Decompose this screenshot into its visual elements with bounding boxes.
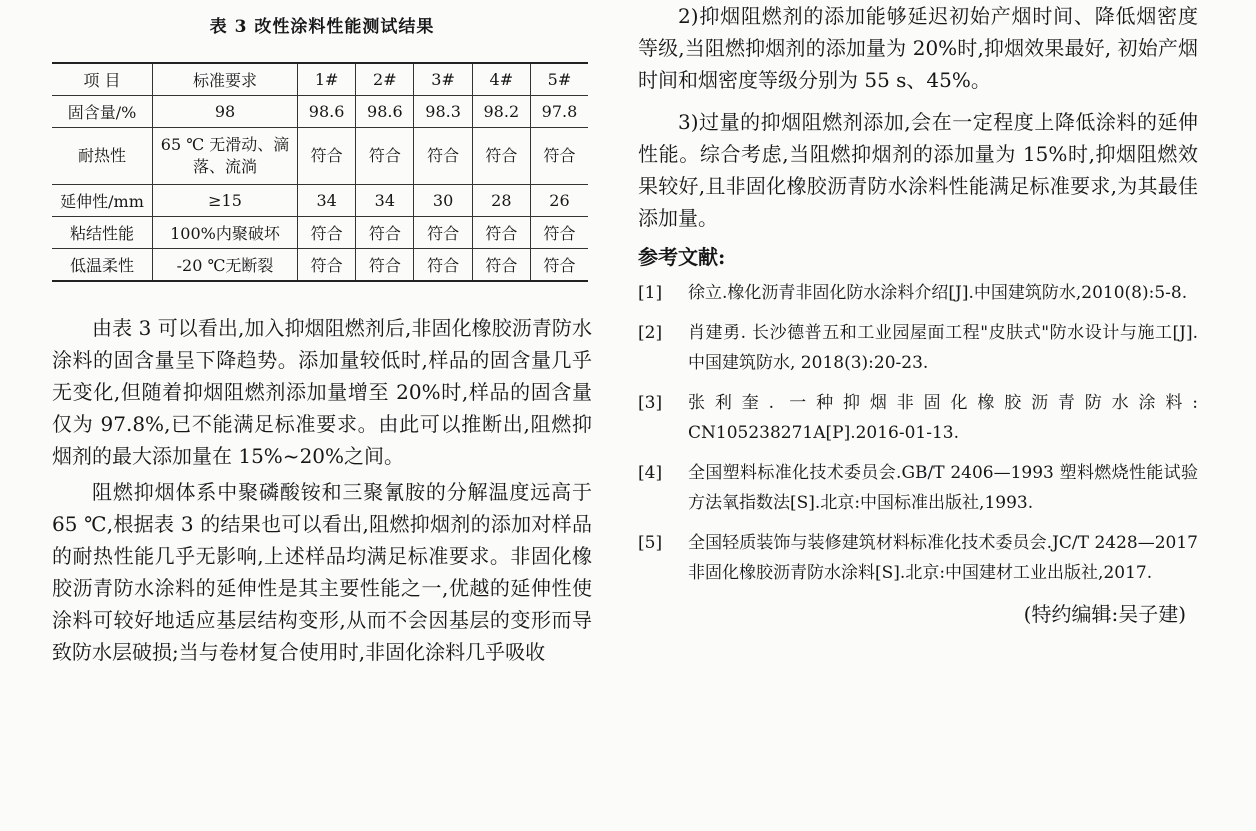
header-sample-2: 2# [356,63,414,96]
reference-text: 徐立.橡化沥青非固化防水涂料介绍[J].中国建筑防水,2010(8):5-8. [688,283,1188,303]
reference-number: [4] [638,463,663,483]
reference-number: [1] [638,283,663,303]
cell-value: 98.3 [414,96,472,128]
cell-value: 符合 [414,217,472,249]
row-requirement: 100%内聚破坏 [153,217,298,249]
reference-list [638,278,1198,588]
reference-item [638,278,1198,308]
cell-value: 符合 [356,217,414,249]
references-heading: 参考文献: [638,245,726,269]
cell-value: 98.6 [356,96,414,128]
editor-credit: (特约编辑:吴子建) [1023,602,1186,626]
cell-value: 符合 [356,128,414,185]
body-paragraph: 阻燃抑烟体系中聚磷酸铵和三聚氰胺的分解温度远高于 65 ℃,根据表 3 的结果也可以看出,阻燃抑烟剂的添加对样品的耐热性能几乎无影响,上述样品均满足标准要求。非固化橡胶沥青防水涂料的延伸性是其主要性能之一,优越的延伸性使涂料可较好地适应基层结构变形,从而不会因基层的变形而导致防水层破损;当与卷材复合使用时,非固化涂料几乎吸收 [52,480,592,664]
row-requirement: -20 ℃无断裂 [153,249,298,282]
cell-value: 98.6 [298,96,356,128]
header-item: 项 目 [52,63,153,96]
reference-number: [2] [638,323,663,343]
table-row [52,249,588,282]
reference-text: 全国塑料标准化技术委员会.GB/T 2406—1993 塑料燃烧性能试验方法氧指数法[S].北京:中国标准出版社,1993. [688,463,1198,513]
table-row [52,128,588,185]
reference-text: 肖建勇. 长沙德普五和工业园屋面工程"皮肤式"防水设计与施工[J].中国建筑防水, 2018(3):20-23. [688,323,1198,373]
reference-item [638,528,1198,588]
cell-value: 符合 [530,128,588,185]
cell-value: 符合 [530,249,588,282]
reference-item [638,318,1198,378]
cell-value: 符合 [356,249,414,282]
table-caption: 表 3 改性涂料性能测试结果 [209,17,435,37]
table-header-row [52,63,588,96]
row-requirement: 65 ℃ 无滑动、滴落、流淌 [153,128,298,185]
conclusion-paragraph: 3)过量的抑烟阻燃剂添加,会在一定程度上降低涂料的延伸性能。综合考虑,当阻燃抑烟剂的添加量为 15%时,抑烟阻燃效果较好,且非固化橡胶沥青防水涂料性能满足标准要求,为其最佳添加量。 [638,110,1198,230]
cell-value: 符合 [472,217,530,249]
table-row [52,217,588,249]
results-table [52,62,588,282]
header-sample-3: 3# [414,63,472,96]
header-sample-5: 5# [530,63,588,96]
table-row [52,185,588,217]
cell-value: 28 [472,185,530,217]
cell-value: 26 [530,185,588,217]
cell-value: 符合 [298,128,356,185]
cell-value: 符合 [298,217,356,249]
row-item: 耐热性 [52,128,153,185]
cell-value: 98.2 [472,96,530,128]
left-column [52,0,592,668]
header-sample-1: 1# [298,63,356,96]
reference-item [638,458,1198,518]
cell-value: 符合 [472,128,530,185]
cell-value: 34 [298,185,356,217]
body-paragraph: 由表 3 可以看出,加入抑烟阻燃剂后,非固化橡胶沥青防水涂料的固含量呈下降趋势。添加量较低时,样品的固含量几乎无变化,但随着抑烟阻燃剂添加量增至 20%时,样品的固含量仅为 97.8%,已不能满足标准要求。由此可以推断出,阻燃抑烟剂的最大添加量在 15%~20%之间。 [52,316,592,468]
table-row [52,96,588,128]
row-item: 低温柔性 [52,249,153,282]
row-item: 粘结性能 [52,217,153,249]
row-requirement: ≥15 [153,185,298,217]
cell-value: 97.8 [530,96,588,128]
cell-value: 34 [356,185,414,217]
header-sample-4: 4# [472,63,530,96]
reference-number: [3] [638,393,663,413]
row-item: 延伸性/mm [52,185,153,217]
cell-value: 符合 [530,217,588,249]
cell-value: 符合 [298,249,356,282]
row-requirement: 98 [153,96,298,128]
reference-number: [5] [638,533,663,553]
reference-item [638,388,1198,448]
header-standard: 标准要求 [153,63,298,96]
conclusion-paragraph: 2)抑烟阻燃剂的添加能够延迟初始产烟时间、降低烟密度等级,当阻燃抑烟剂的添加量为 20%时,抑烟效果最好, 初始产烟时间和烟密度等级分别为 55 s、45%。 [638,4,1198,92]
reference-text: 张利奎. 一种抑烟非固化橡胶沥青防水涂料: CN105238271A[P].2016-01-13. [688,393,1198,443]
right-column [638,0,1198,627]
cell-value: 符合 [414,128,472,185]
cell-value: 符合 [414,249,472,282]
reference-text: 全国轻质装饰与装修建筑材料标准化技术委员会.JC/T 2428—2017 非固化橡胶沥青防水涂料[S].北京:中国建材工业出版社,2017. [688,533,1198,583]
row-item: 固含量/% [52,96,153,128]
cell-value: 符合 [472,249,530,282]
cell-value: 30 [414,185,472,217]
